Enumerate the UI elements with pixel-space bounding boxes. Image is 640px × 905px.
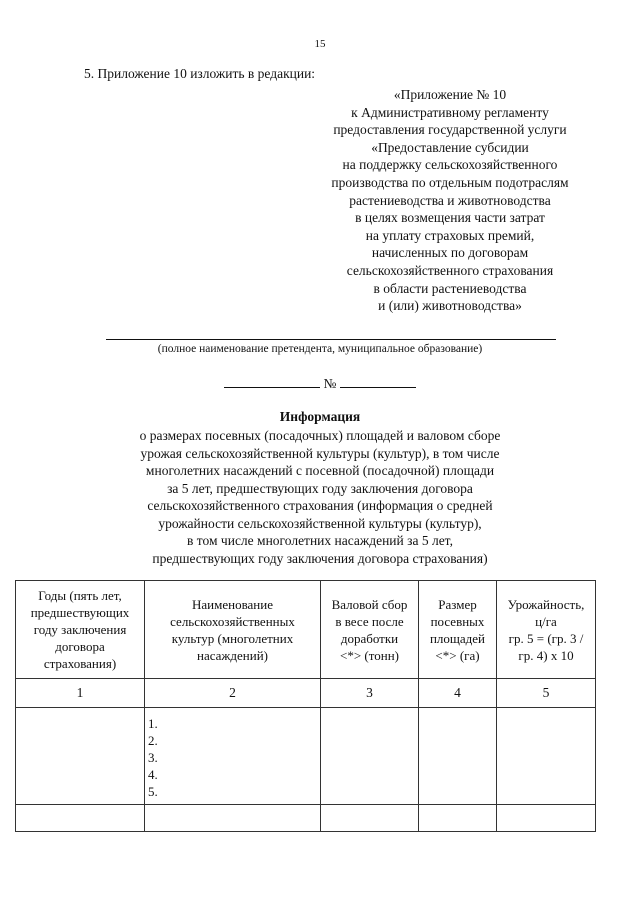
info-line: многолетних насаждений с посевной (посадочной) площади — [145, 463, 495, 478]
appendix-line: на поддержку сельскохозяйственного — [342, 157, 558, 173]
appendix-line: в целях возмещения части затрат — [355, 210, 545, 226]
table-row — [16, 708, 596, 805]
info-description — [60, 427, 580, 567]
header-gross-harvest: Валовой сбор в весе после доработки <*> (тонн) — [321, 581, 419, 679]
info-line: предшествующих году заключения договора страхования) — [152, 550, 488, 566]
table-cell — [419, 708, 497, 805]
info-line: за 5 лет, предшествующих году заключения договора — [167, 480, 473, 496]
info-line: сельскохозяйственного страхования (информация о средней — [147, 498, 493, 513]
table-cell — [321, 805, 419, 832]
number-sign: № — [323, 376, 337, 391]
table-cell — [145, 805, 321, 832]
appendix-line: «Приложение № 10 — [393, 87, 507, 102]
appendix-line: сельскохозяйственного страхования — [346, 262, 554, 278]
column-number: 2 — [145, 679, 321, 708]
column-number: 5 — [497, 679, 596, 708]
applicant-name-line — [106, 339, 556, 340]
appendix-line: растениеводства и животноводства — [349, 192, 551, 208]
date-blank — [224, 375, 320, 388]
info-title: Информация — [279, 409, 361, 424]
info-line: урожайности сельскохозяйственной культуры (культур), — [158, 515, 482, 531]
table-cell — [16, 805, 145, 832]
list-item: 1. — [148, 716, 158, 731]
header-years: Годы (пять лет, предшествующих году заключения договора страхования) — [16, 581, 145, 679]
info-line: урожая сельскохозяйственной культуры (культур), в том числе — [140, 445, 500, 461]
list-item: 4. — [148, 767, 158, 782]
table-cell — [321, 708, 419, 805]
appendix-line: «Предоставление субсидии — [371, 139, 529, 155]
page-number: 15 — [314, 38, 326, 50]
header-crop-name: Наименование сельскохозяйственных культур (многолетних насаждений) — [145, 581, 321, 679]
table-cell — [497, 805, 596, 832]
appendix-block — [300, 86, 600, 315]
column-number: 4 — [419, 679, 497, 708]
table-cell — [419, 805, 497, 832]
header-yield: Урожайность, ц/га гр. 5 = (гр. 3 / гр. 4) x 10 — [497, 581, 596, 679]
applicant-caption: (полное наименование претендента, муниципальное образование) — [157, 343, 483, 355]
table-cell — [16, 708, 145, 805]
column-number-row — [16, 679, 596, 708]
appendix-line: в области растениеводства — [373, 280, 527, 296]
appendix-line: производства по отдельным подотраслям — [331, 174, 569, 190]
list-item: 3. — [148, 750, 158, 765]
crop-list-cell — [145, 708, 321, 805]
appendix-line: к Административному регламенту — [351, 104, 549, 120]
table-cell — [497, 708, 596, 805]
info-line: о размерах посевных (посадочных) площадей и валовом сборе — [139, 428, 501, 443]
column-number: 1 — [16, 679, 145, 708]
item-heading: 5. Приложение 10 изложить в редакции: — [84, 66, 316, 81]
data-table — [15, 580, 596, 832]
column-number: 3 — [321, 679, 419, 708]
appendix-line: начисленных по договорам — [371, 245, 529, 261]
list-item: 2. — [148, 733, 158, 748]
table-header-row — [16, 581, 596, 679]
number-blank — [340, 375, 416, 388]
table-row — [16, 805, 596, 832]
list-item: 5. — [148, 784, 158, 799]
info-line: в том числе многолетних насаждений за 5 лет, — [187, 533, 453, 548]
header-area-size: Размер посевных площадей <*> (га) — [419, 581, 497, 679]
appendix-line: и (или) животноводства» — [378, 298, 522, 314]
appendix-line: предоставления государственной услуги — [333, 122, 567, 138]
appendix-line: на уплату страховых премий, — [365, 227, 535, 243]
document-number-line — [0, 375, 640, 392]
